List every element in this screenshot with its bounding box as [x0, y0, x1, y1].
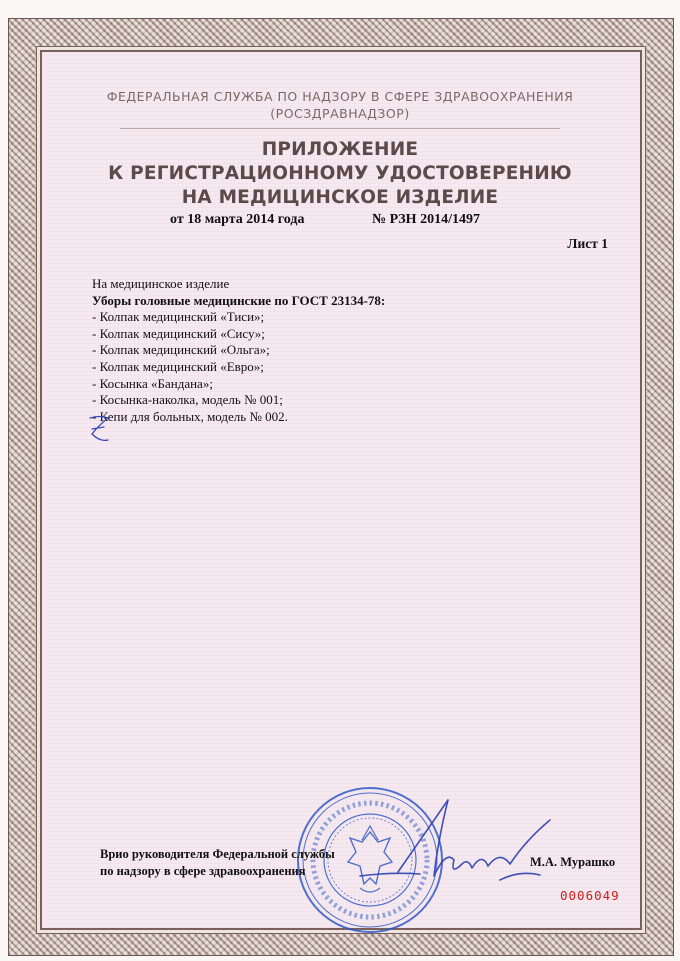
signatory-position-line-1: Врио руководителя Федеральной службы	[100, 847, 335, 861]
signatory-position-line-2: по надзору в сфере здравоохранения	[100, 864, 306, 878]
agency-name: ФЕДЕРАЛЬНАЯ СЛУЖБА ПО НАДЗОРУ В СФЕРЕ ЗДРАВООХРАНЕНИЯ	[106, 89, 574, 104]
header-divider	[120, 128, 560, 129]
list-item: - Колпак медицинский «Ольга»;	[92, 342, 270, 358]
body-intro: На медицинское изделие	[92, 276, 230, 291]
issue-date: от 18 марта 2014 года	[170, 212, 305, 227]
signatory-position	[100, 846, 335, 880]
title-line-3: НА МЕДИЦИНСКОЕ ИЗДЕЛИЕ	[181, 187, 499, 208]
document-title	[0, 138, 680, 210]
list-item: - Кепи для больных, модель № 002.	[92, 408, 288, 424]
document-body	[92, 276, 385, 425]
registration-number: № РЗН 2014/1497	[372, 212, 480, 227]
handwritten-mark-icon	[86, 412, 112, 446]
list-item: - Косынка-наколка, модель № 001;	[92, 392, 283, 408]
title-line-2: К РЕГИСТРАЦИОННОМУ УДОСТОВЕРЕНИЮ	[108, 163, 572, 184]
signatory-name: М.А. Мурашко	[530, 855, 616, 869]
serial-number: 0006049	[560, 888, 620, 903]
list-item: - Колпак медицинский «Тиси»;	[92, 309, 265, 325]
agency-header	[0, 88, 680, 122]
list-item: - Колпак медицинский «Евро»;	[92, 358, 264, 374]
product-name: Уборы головные медицинские по ГОСТ 23134-78:	[92, 292, 386, 308]
sheet-number: Лист 1	[567, 236, 608, 251]
list-item: - Косынка «Бандана»;	[92, 375, 213, 391]
agency-abbreviation: (РОСЗДРАВНАДЗОР)	[270, 106, 410, 121]
list-item: - Колпак медицинский «Сису»;	[92, 325, 265, 341]
title-line-1: ПРИЛОЖЕНИЕ	[261, 139, 419, 160]
signature-icon	[350, 780, 580, 890]
